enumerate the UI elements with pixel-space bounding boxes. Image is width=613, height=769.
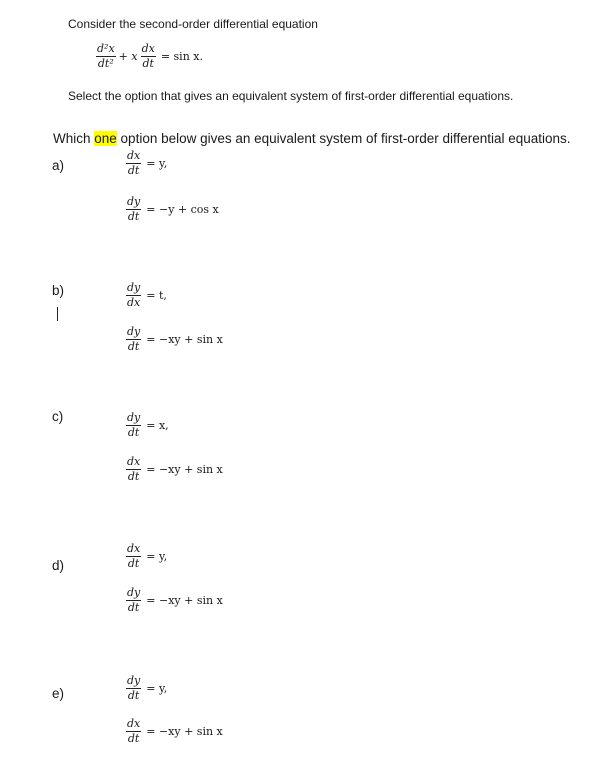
fraction-numerator: dx — [127, 717, 141, 730]
fraction-denominator: dt — [127, 732, 140, 745]
equation-rhs: = −y + cos x — [146, 203, 219, 216]
equation-rhs: = −xy + sin x — [146, 594, 223, 607]
fraction-denominator: dt — [127, 470, 140, 483]
fraction-numerator: dy — [127, 674, 141, 687]
fraction-numerator: dy — [127, 281, 141, 294]
option-e-equation-1 — [124, 675, 167, 702]
equation-rhs: = −xy + sin x — [146, 463, 223, 476]
fraction-numerator: dx — [141, 42, 155, 55]
option-c-label[interactable]: c) — [52, 409, 64, 424]
option-d-equation-1 — [124, 543, 167, 570]
intro-text: Consider the second-order differential equation — [68, 17, 318, 31]
equation-operator: + x — [118, 50, 138, 63]
fraction-denominator: dt — [127, 210, 140, 223]
derivative-fraction — [126, 412, 141, 439]
text-cursor — [57, 307, 58, 321]
fraction-denominator: dx — [127, 296, 141, 309]
option-c-equation-2 — [124, 456, 223, 483]
equation-rhs: = y, — [146, 550, 168, 563]
fraction-denominator: dt — [127, 426, 140, 439]
option-b-label[interactable]: b) — [52, 283, 65, 298]
derivative-fraction — [126, 587, 141, 614]
fraction-numerator: dy — [127, 586, 141, 599]
question-suffix: option below gives an equivalent system of first-order differential equations. — [116, 131, 571, 146]
main-equation — [94, 43, 203, 70]
option-d-equation-2 — [124, 587, 223, 614]
question-prefix: Which — [53, 131, 95, 146]
fraction-numerator: dx — [127, 455, 141, 468]
second-derivative-fraction — [96, 43, 116, 70]
option-a-equation-2 — [124, 196, 219, 223]
fraction-denominator: dt² — [97, 57, 114, 70]
derivative-fraction — [126, 282, 141, 309]
derivative-fraction — [126, 675, 141, 702]
fraction-denominator: dt — [127, 689, 140, 702]
fraction-denominator: dt — [127, 601, 140, 614]
fraction-numerator: dy — [127, 325, 141, 338]
derivative-fraction — [126, 543, 141, 570]
equation-rhs: = x, — [146, 419, 169, 432]
option-c-equation-1 — [124, 412, 169, 439]
option-a-equation-1 — [124, 150, 167, 177]
derivative-fraction — [126, 150, 141, 177]
derivative-fraction — [126, 326, 141, 353]
equation-rhs: = sin x. — [160, 50, 203, 63]
highlighted-word: one — [94, 131, 117, 146]
equation-rhs: = −xy + sin x — [146, 725, 223, 738]
option-a-label[interactable]: a) — [52, 158, 65, 173]
fraction-numerator: dy — [127, 195, 141, 208]
intro-instruction: Select the option that gives an equivalent system of first-order differential equations. — [68, 89, 514, 103]
option-b-equation-1 — [124, 282, 167, 309]
fraction-numerator: dx — [127, 542, 141, 555]
equation-rhs: = y, — [146, 682, 168, 695]
option-e-label[interactable]: e) — [52, 686, 65, 701]
fraction-numerator: d²x — [97, 42, 115, 55]
fraction-numerator: dy — [127, 411, 141, 424]
option-d-label[interactable]: d) — [52, 558, 65, 573]
fraction-denominator: dt — [127, 557, 140, 570]
equation-rhs: = t, — [146, 289, 167, 302]
derivative-fraction — [126, 196, 141, 223]
equation-rhs: = −xy + sin x — [146, 333, 223, 346]
option-e-equation-2 — [124, 718, 223, 745]
question-text — [53, 131, 571, 146]
fraction-denominator: dt — [142, 57, 154, 70]
equation-rhs: = y, — [146, 157, 168, 170]
fraction-denominator: dt — [127, 340, 140, 353]
fraction-numerator: dx — [127, 149, 141, 162]
derivative-fraction — [126, 718, 141, 745]
fraction-denominator: dt — [127, 164, 140, 177]
first-derivative-fraction — [141, 43, 156, 70]
option-b-equation-2 — [124, 326, 223, 353]
derivative-fraction — [126, 456, 141, 483]
